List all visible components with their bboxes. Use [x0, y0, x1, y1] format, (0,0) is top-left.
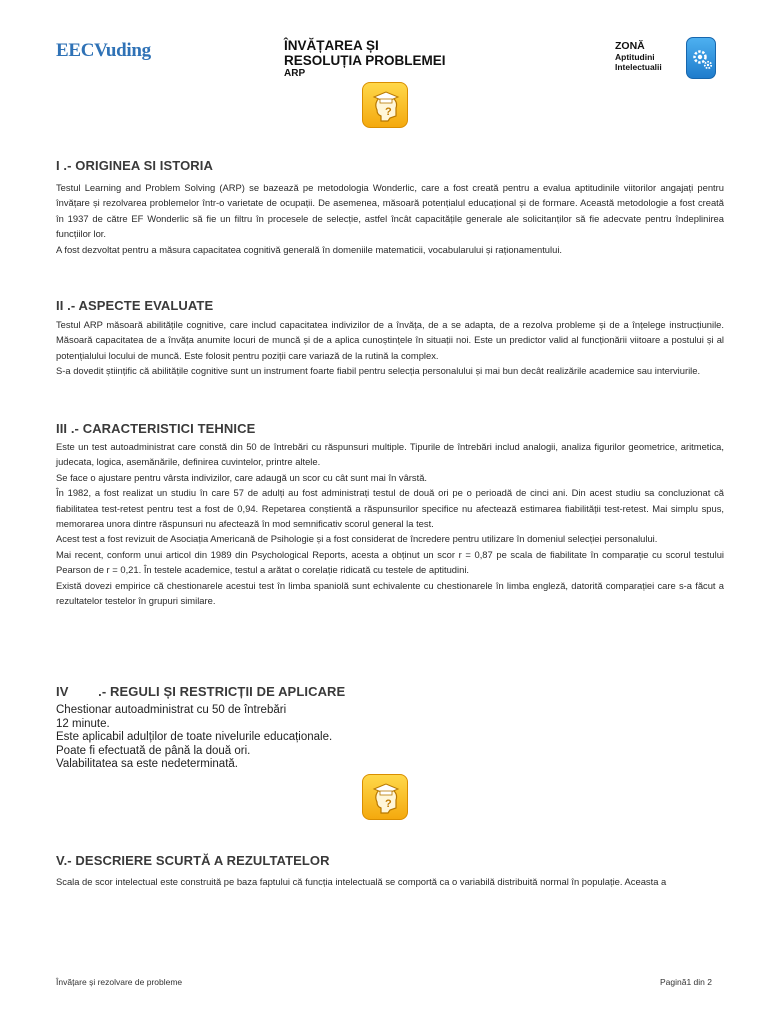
svg-text:?: ?: [385, 106, 392, 118]
list-item: Este aplicabil adulților de toate nivelurile educaționale.: [56, 731, 333, 743]
section-body-results: [56, 874, 724, 889]
svg-text:?: ?: [385, 798, 392, 810]
paragraph: Este un test autoadministrat care constă din 50 de întrebări cu răspunsuri multiple. Tipurile de întrebări includ analogii, analiza figurilor geometrice, aritmetica, judecata, logica, asemănările, definirea cuvintelor, printre altele.: [56, 441, 724, 468]
graduate-head-question-icon: [362, 82, 408, 128]
section-body-origin: [56, 180, 724, 257]
zone-line-3: Intelectualii: [615, 62, 662, 72]
paragraph: Mai recent, conform unui articol din 1989 din Psychological Reports, acesta a obținut un scor r = 0,87 pe scala de fiabilitate în comparație cu scorul testului Pearson de r = 0,21. În testele academice, testul a arătat o corelație ridicată cu testele de aptitudini.: [56, 548, 724, 576]
gear-icon: [686, 37, 716, 79]
paragraph: Testul ARP măsoară abilitățile cognitive, care includ capacitatea indivizilor de a învăța, de a se adapta, de a rezolva probleme și de a înțelege instrucțiunile. Măsoară capacitatea de a învăța anumite locuri de muncă și de a aplica cunoștințele în situații noi. Este un predictor valid al funcționării viitoare a postului și al potențialului locului de muncă. Este folosit pentru poziții care variază de la rutină la complex.: [56, 319, 724, 361]
zone-label: [615, 40, 662, 72]
section-body-aspects: [56, 317, 724, 379]
list-item: Chestionar autoadministrat cu 50 de întrebări: [56, 704, 287, 716]
paragraph: În 1982, a fost realizat un studiu în care 57 de adulți au fost administrați testul de două ori pe o perioadă de cinci ani. Din acest studiu sa concluzionat că fiabilitatea test-retest pentru test a fost de 0,94. Repetarea conștientă a răspunsurilor specifice nu afectează estimarea fiabilității test-retest. Mai simplu spus, memorarea unora dintre răspunsuri nu afectează în mod semnificativ scorul general la test.: [56, 487, 724, 530]
document-title: [284, 38, 446, 80]
paragraph: S-a dovedit științific că abilitățile cognitive sunt un instrument foarte fiabil pentru selecția personalului și mai bun decât realizările academice sau interviurile.: [56, 365, 701, 377]
paragraph: A fost dezvoltat pentru a măsura capacitatea cognitivă generală în domeniile matematicii, vocabularului și raționamentului.: [56, 243, 563, 255]
paragraph: Se face o ajustare pentru vârsta indivizilor, care adaugă un scor cu cât sunt mai în vârstă.: [56, 471, 428, 483]
section-title-aspects: II .- ASPECTE EVALUATE: [56, 298, 214, 313]
zone-line-1: ZONĂ: [615, 40, 645, 52]
company-logo: EECVuding: [56, 40, 151, 61]
section-title-results: V.- DESCRIERE SCURTĂ A REZULTATELOR: [56, 853, 330, 868]
paragraph: Acest test a fost revizuit de Asociația Americană de Psihologie și a fost considerat de încredere pentru utilizare în domeniul selecției personalului.: [56, 533, 658, 545]
section-title-rules: IV .- REGULI ȘI RESTRICȚII DE APLICARE: [56, 684, 346, 699]
list-item: Valabilitatea sa este nedeterminată.: [56, 758, 238, 770]
zone-line-2: Aptitudini: [615, 52, 655, 62]
graduate-head-question-icon: [362, 774, 408, 820]
paragraph: Scala de scor intelectual este construită pe baza faptului că funcția intelectuală se comportă ca o variabilă distribuită normal în populație. Aceasta a: [56, 876, 667, 887]
section-title-technical: III .- CARACTERISTICI TEHNICE: [56, 421, 256, 436]
title-line-2: RESOLUȚIA PROBLEMEI: [284, 53, 446, 68]
title-line-1: ÎNVĂȚAREA ȘI: [284, 38, 379, 53]
list-item: Poate fi efectuată de până la două ori.: [56, 744, 251, 757]
page-number: Pagină1 din 2: [660, 977, 712, 987]
footer-title: Învățare și rezolvare de probleme: [56, 977, 183, 987]
section-title-origin: I .- ORIGINEA SI ISTORIA: [56, 158, 213, 173]
paragraph: Testul Learning and Problem Solving (ARP) se bazează pe metodologia Wonderlic, care a fost creată pentru a evalua aptitudinile viitorilor angajați pentru învățare și rezolvarea problemelor într-o varietate de ocupații. De asemenea, măsoară potențialul educațional și de formare. Această metodologie a fost creată în 1937 de către EF Wonderlic să fie un filtru în procesele de selecție, astfel încât capacitățile generale ale solicitanților să fie adecvate pentru îndeplinirea funcțiilor lor.: [56, 182, 724, 240]
title-abbreviation: ARP: [284, 68, 306, 79]
section-body-rules: [56, 704, 332, 772]
paragraph: Există dovezi empirice că chestionarele acestui test în limba spaniolă sunt echivalente cu chestionarele în limba engleză, datorită comparației care s-a făcut a rezultatelor testelor în grupuri similare.: [56, 579, 724, 607]
list-item: 12 minute.: [56, 717, 110, 730]
section-body-technical: [56, 439, 724, 608]
